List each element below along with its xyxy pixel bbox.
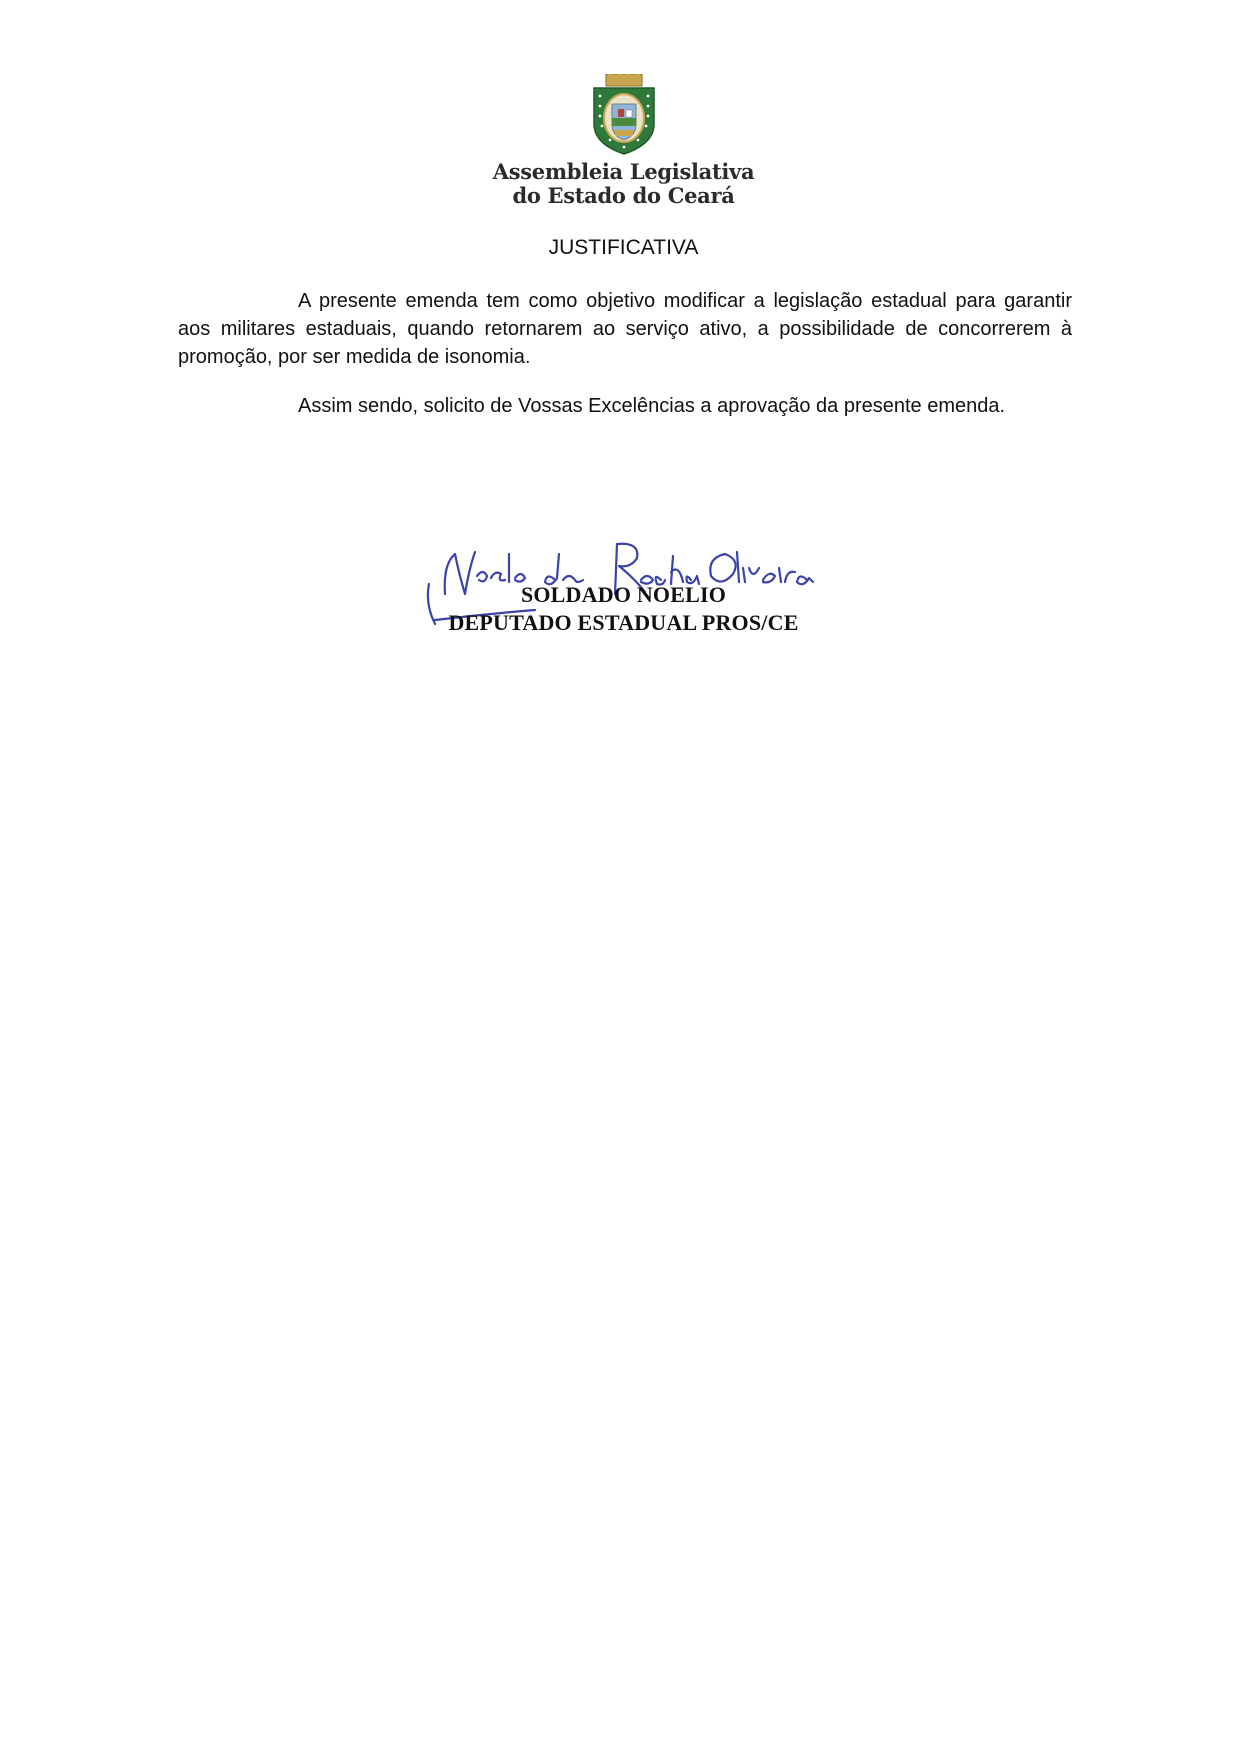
body-paragraph: Assim sendo, solicito de Vossas Excelências a aprovação da presente emenda. (298, 395, 1006, 417)
signer-role: DEPUTADO ESTADUAL PROS/CE (448, 610, 799, 635)
coat-of-arms-icon (588, 74, 660, 156)
signer-name: SOLDADO NOELIO (520, 582, 727, 607)
body-paragraph: A presente emenda tem como objetivo modificar a legislação estadual para garantir aos militares estaduais, quando retornarem ao serviço ativo, a possibilidade de concorrerem à promoção, por ser medida de isonomia. (178, 290, 1072, 368)
document-heading: JUSTIFICATIVA (548, 236, 699, 259)
org-name-line2: do Estado do Ceará (512, 183, 735, 208)
org-name-line1: Assembleia Legislativa (492, 159, 755, 184)
